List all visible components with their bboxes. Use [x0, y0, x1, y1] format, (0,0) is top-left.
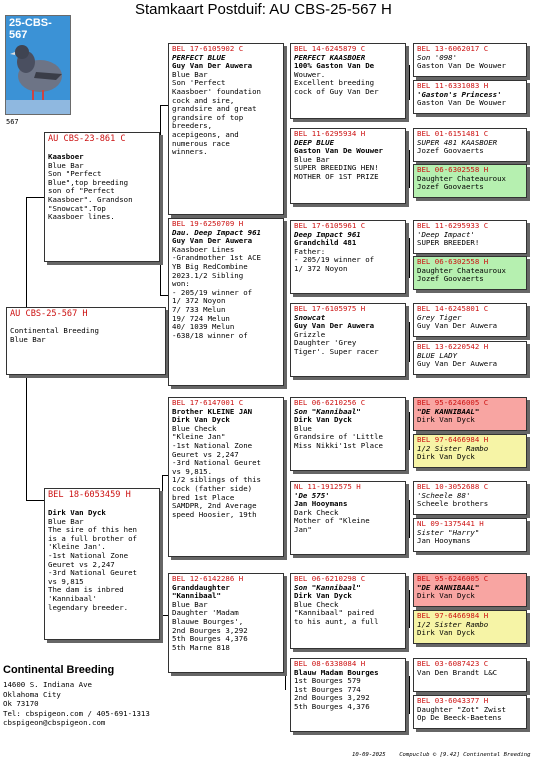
ggp-ring: NL 11-1912575 H: [294, 482, 361, 491]
grandparent-line: Son 'Perfect: [172, 78, 226, 88]
grandparent-line: Blue Bar: [172, 69, 208, 79]
connector-line: [26, 197, 44, 198]
grandparent-line: breeders,: [172, 121, 213, 131]
connector-line: [285, 250, 286, 330]
grandparent-ring: BEL 17-6147001 C: [172, 398, 244, 407]
great-grandparent-card[interactable]: [290, 397, 406, 471]
sire-line: Son "Perfect: [48, 169, 102, 179]
grandparent-line: Kaasboer' foundation: [172, 86, 261, 96]
ggp-line: Gaston Van De Wouwer: [294, 146, 383, 156]
grandparent-line: Granddaughter: [172, 582, 230, 592]
gg-grandparent-card[interactable]: [413, 256, 527, 290]
dam-line: -3rd National Geuret: [48, 568, 137, 578]
grandparent-line: "Kleine Jan": [172, 432, 226, 442]
grandparent-line: grandsire of top: [172, 112, 244, 122]
grandparent-line: 2023.1/2 Sibling: [172, 270, 244, 280]
connector-line: [26, 197, 27, 307]
grandparent-line: 1/ 372 Noyon: [172, 296, 226, 306]
grandparent-line: Geuret vs 2,247: [172, 449, 239, 459]
grandparent-card[interactable]: [168, 218, 284, 386]
grandparent-line: Guy Van Der Auwera: [172, 61, 253, 71]
ggp-ring: BEL 06-6210298 C: [294, 574, 366, 583]
great-grandparent-card[interactable]: [290, 658, 406, 732]
grandparent-line: Blue Bar: [172, 599, 208, 609]
gg-grandparent-card[interactable]: [413, 43, 527, 77]
grandparent-line: 7/ 733 Melun: [172, 304, 226, 314]
subject-line: Blue Bar: [10, 334, 46, 344]
dam-line: is a full brother of: [48, 533, 137, 543]
gggp-line: Op De Beeck-Baetens: [417, 713, 502, 723]
ggp-line: to his aunt, a full: [294, 616, 379, 626]
gggp-ring: BEL 06-6302558 H: [417, 257, 489, 266]
grandparent-line: winners.: [172, 147, 208, 157]
breeder-address-line: 14600 S. Indiana Ave: [3, 680, 92, 689]
gggp-line: Jozef Goovaerts: [417, 182, 484, 192]
grandparent-line: Kaasboer Lines: [172, 244, 235, 254]
ggp-line: Blauw Madam Bourges: [294, 667, 379, 677]
ggp-line: 1st Bourges 579: [294, 676, 361, 686]
ggp-line: cock of Guy Van Der: [294, 86, 379, 96]
grandparent-line: bred 1st Place: [172, 492, 235, 502]
ggp-line: Miss Nikki'1st Place: [294, 440, 383, 450]
ggp-line: Grizzle: [294, 329, 326, 339]
ggp-line: Blue Bar: [294, 154, 330, 164]
gg-grandparent-card[interactable]: [413, 658, 527, 692]
ggp-line: Father:: [294, 246, 326, 256]
subject-card[interactable]: [6, 307, 166, 375]
pigeon-photo: [5, 15, 71, 115]
gggp-line: Daughter Chateauroux: [417, 173, 506, 183]
sire-line: Kaasboer: [48, 152, 84, 161]
sire-ring: AU CBS-23-861 C: [48, 134, 126, 144]
grandparent-card[interactable]: [168, 43, 284, 215]
page-title: Stamkaart Postduif: AU CBS-25-567 H: [135, 1, 392, 18]
gggp-line: Sister "Harry": [417, 527, 480, 537]
ggp-line: Son "Kannibaal": [294, 406, 361, 416]
gggp-ring: BEL 97-6466984 H: [417, 611, 489, 620]
gggp-line: Jan Hooymans: [417, 536, 471, 546]
ggp-line: MOTHER OF 1ST PRIZE: [294, 171, 379, 181]
ggp-line: SUPER BREEDING HEN!: [294, 163, 379, 173]
ggp-ring: BEL 14-6245879 C: [294, 44, 366, 53]
gggp-line: Daughter Chateauroux: [417, 265, 506, 275]
dam-line: Blue Bar: [48, 516, 84, 526]
dam-line: The dam is inbred: [48, 585, 124, 595]
grandparent-card[interactable]: [168, 397, 284, 557]
gggp-ring: BEL 13-6062017 C: [417, 44, 489, 53]
ggp-line: PERFECT KAASBOER: [294, 52, 366, 62]
gggp-line: Dirk Van Dyck: [417, 591, 475, 601]
breeder-address-line: Ok 73170: [3, 699, 39, 709]
ggp-line: Grandsire of 'Little: [294, 432, 383, 442]
gggp-line: 'Gaston's Princess': [417, 89, 502, 99]
gggp-ring: BEL 03-6087423 C: [417, 659, 489, 668]
grandparent-line: Dau. Deep Impact 961: [172, 227, 261, 237]
ggp-line: Guy Van Der Auwera: [294, 321, 375, 331]
grandparent-line: 5th Marne 818: [172, 642, 230, 652]
ggp-line: Son "Kannibaal": [294, 582, 361, 592]
gggp-line: 1/2 Sister Rambo: [417, 619, 489, 629]
grandparent-line: -1st National Zone: [172, 440, 253, 450]
gg-grandparent-card[interactable]: [413, 397, 527, 431]
great-grandparent-card[interactable]: [290, 303, 406, 377]
gggp-line: Jozef Goovaerts: [417, 146, 484, 156]
grandparent-line: 5th Bourges 4,376: [172, 634, 248, 644]
gggp-ring: BEL 11-6331083 H: [417, 81, 489, 90]
ggp-line: Jan Hooymans: [294, 499, 348, 509]
grandparent-line: Daughter 'Madam: [172, 608, 239, 618]
gg-grandparent-card[interactable]: [413, 128, 527, 162]
ggp-line: Dark Check: [294, 507, 339, 517]
gggp-line: "DE KANNIBAAL": [417, 582, 480, 592]
gggp-line: SUPER BREEDER!: [417, 238, 480, 248]
ggp-line: Jan": [294, 524, 312, 534]
photo-label: 25-CBS-567: [9, 17, 52, 41]
dam-line: 'Kleine Jan'.: [48, 542, 106, 552]
gg-grandparent-card[interactable]: [413, 164, 527, 198]
grandparent-line: vs 9,815.: [172, 466, 213, 476]
gggp-line: Guy Van Der Auwera: [417, 321, 498, 331]
ggp-line: 1/ 372 Noyon: [294, 263, 348, 273]
connector-line: [285, 425, 286, 520]
connector-line: [160, 295, 168, 296]
ggp-line: 100% Gaston Van De: [294, 61, 375, 71]
grandparent-line: Guy Van Der Auwera: [172, 236, 253, 246]
grandparent-line: Dirk Van Dyck: [172, 415, 230, 425]
ggp-line: Grandchild 481: [294, 238, 357, 248]
gg-grandparent-card[interactable]: [413, 481, 527, 515]
ggp-line: Blue: [294, 423, 312, 433]
grandparent-ring: BEL 17-6105902 C: [172, 44, 244, 53]
connector-line: [409, 590, 410, 628]
sire-line: Kaasboer". Grandson: [48, 194, 133, 204]
gggp-line: Daughter "Zot" Zwist: [417, 704, 506, 714]
breeder-name: Continental Breeding: [3, 664, 115, 676]
sire-line: Blue Bar: [48, 160, 84, 170]
dam-line: -1st National Zone: [48, 550, 129, 560]
grandparent-line: 2nd Bourges 3,292: [172, 625, 248, 635]
gggp-ring: BEL 95-6246005 C: [417, 574, 489, 583]
dam-line: legendary breeder.: [48, 602, 129, 612]
connector-line: [409, 412, 410, 450]
dam-line: vs 9,815: [48, 576, 84, 586]
grandparent-ring: BEL 12-6142286 H: [172, 574, 244, 583]
sire-card[interactable]: [44, 132, 160, 262]
gggp-ring: BEL 03-6043377 H: [417, 696, 489, 705]
gggp-line: "DE KANNIBAAL": [417, 406, 480, 416]
ggp-ring: BEL 08-6338084 H: [294, 659, 366, 668]
photo-caption: 567: [6, 118, 19, 126]
ggp-line: "Kannibaal" paired: [294, 608, 375, 618]
dam-line: Geuret vs 2,247: [48, 559, 115, 569]
grandparent-line: "Kannibaal": [172, 591, 221, 601]
footer-software: Compuclub © [9.42] Continental Breeding: [399, 752, 531, 758]
ggp-line: 1st Bourges 774: [294, 684, 361, 694]
grandparent-line: 1/2 siblings of this: [172, 475, 261, 485]
ggp-line: Dirk Van Dyck: [294, 591, 352, 601]
grandparent-line: won:: [172, 279, 190, 289]
ggp-line: Blue Check: [294, 599, 339, 609]
gggp-line: SUPER 481 KAASBOER: [417, 137, 498, 147]
ggp-line: DEEP BLUE: [294, 137, 335, 147]
ggp-line: Mother of "Kleine: [294, 516, 370, 526]
gggp-ring: BEL 11-6295933 C: [417, 221, 489, 230]
gggp-ring: BEL 97-6466984 H: [417, 435, 489, 444]
dam-line: The sire of this hen: [48, 525, 137, 535]
grandparent-line: Blue Check: [172, 423, 217, 433]
ggp-line: Dirk Van Dyck: [294, 415, 352, 425]
great-grandparent-card[interactable]: [290, 573, 406, 649]
grandparent-card[interactable]: [168, 573, 284, 673]
connector-line: [26, 500, 44, 501]
gg-grandparent-card[interactable]: [413, 695, 527, 729]
subject-line: Continental Breeding: [10, 326, 99, 335]
ggp-line: Snowcat: [294, 312, 326, 322]
connector-line: [285, 80, 286, 170]
grandparent-line: YB Big RedCombine: [172, 261, 248, 271]
connector-line: [26, 375, 27, 500]
breeder-email[interactable]: cbspigeon@cbspigeon.com: [3, 718, 106, 728]
ggp-line: Daughter 'Grey: [294, 338, 357, 348]
footer: [352, 752, 531, 758]
gggp-line: Gaston Van De Wouwer: [417, 98, 506, 108]
gggp-ring: BEL 10-3052688 C: [417, 482, 489, 491]
ggp-ring: BEL 11-6295934 H: [294, 129, 366, 138]
grandparent-line: 40/ 1039 Melun: [172, 322, 235, 332]
gggp-line: Grey Tiger: [417, 312, 462, 322]
ggp-line: Excellent breeding: [294, 78, 375, 88]
gggp-ring: BEL 13-6220542 H: [417, 342, 489, 351]
ggp-line: Tiger'. Super racer: [294, 346, 379, 356]
grandparent-line: Blauwe Bourges',: [172, 616, 244, 626]
grandparent-ring: BEL 19-6250709 H: [172, 219, 244, 228]
great-grandparent-card[interactable]: [290, 220, 406, 294]
gg-grandparent-card[interactable]: [413, 80, 527, 114]
connector-line: [409, 500, 410, 538]
grandparent-line: 19/ 724 Melun: [172, 313, 230, 323]
connector-line: [409, 150, 410, 188]
grandparent-line: -638/18 winner of: [172, 330, 248, 340]
connector-line: [285, 600, 286, 690]
breeder-address-line: Oklahoma City: [3, 689, 61, 699]
gggp-line: BLUE LADY: [417, 350, 458, 360]
gg-grandparent-card[interactable]: [413, 518, 527, 552]
gggp-line: Jozef Goovaerts: [417, 274, 484, 284]
connector-line: [409, 322, 410, 362]
dam-ring: BEL 18-6053459 H: [48, 490, 131, 500]
gggp-line: Scheele brothers: [417, 499, 489, 509]
sire-line: "Snowcat".Top: [48, 203, 106, 213]
connector-line: [162, 475, 163, 615]
grandparent-line: -Grandmother 1st ACE: [172, 253, 261, 263]
connector-line: [409, 65, 410, 100]
grandparent-line: acepigeons, and: [172, 129, 239, 139]
ggp-ring: BEL 06-6210256 C: [294, 398, 366, 407]
grandparent-line: grandsire and great: [172, 104, 257, 114]
great-grandparent-card[interactable]: [290, 128, 406, 204]
gg-grandparent-card[interactable]: [413, 303, 527, 337]
grandparent-line: -3rd National Geuret: [172, 458, 261, 468]
gggp-ring: BEL 95-6246005 C: [417, 398, 489, 407]
dam-line: 'Kannibaal': [48, 593, 97, 603]
gg-grandparent-card[interactable]: [413, 434, 527, 468]
ggp-line: 2nd Bourges 3,292: [294, 693, 370, 703]
gggp-line: Van Den Brandt L&C: [417, 667, 498, 677]
sire-line: Blue",top breeding: [48, 177, 129, 187]
gggp-line: 1/2 Sister Rambo: [417, 443, 489, 453]
gg-grandparent-card[interactable]: [413, 610, 527, 644]
connector-line: [160, 105, 168, 106]
ggp-line: Wouwer.: [294, 69, 326, 79]
grandparent-line: SAMDPR, 2nd Average: [172, 501, 257, 511]
connector-line: [409, 238, 410, 278]
gggp-ring: BEL 01-6151481 C: [417, 129, 489, 138]
grandparent-line: Brother KLEINE JAN: [172, 406, 253, 416]
ggp-line: - 205/19 winner of: [294, 255, 375, 265]
sire-line: son of "Perfect: [48, 186, 115, 196]
great-grandparent-card[interactable]: [290, 43, 406, 119]
gggp-line: 'Scheele 88': [417, 490, 471, 500]
ggp-line: Deep Impact 961: [294, 229, 361, 239]
gggp-line: Guy Van Der Auwera: [417, 359, 498, 369]
gggp-line: Dirk Van Dyck: [417, 628, 475, 638]
gg-grandparent-card[interactable]: [413, 341, 527, 375]
dam-line: Dirk Van Dyck: [48, 508, 106, 517]
grandparent-line: PERFECT BLUE: [172, 52, 226, 62]
grandparent-line: numerous race: [172, 138, 230, 148]
sire-line: Kaasboer lines.: [48, 212, 115, 222]
gggp-line: Son '098': [417, 52, 458, 62]
ggp-line: 'De 575': [294, 490, 330, 500]
dam-card[interactable]: [44, 488, 160, 640]
ggp-ring: BEL 17-6105961 C: [294, 221, 366, 230]
grandparent-line: cock (father side): [172, 483, 253, 493]
gg-grandparent-card[interactable]: [413, 573, 527, 607]
connector-line: [409, 676, 410, 714]
connector-line: [160, 105, 161, 295]
gggp-line: Gaston Van De Wouwer: [417, 61, 506, 71]
gggp-line: Dirk Van Dyck: [417, 452, 475, 462]
gggp-ring: BEL 14-6245801 C: [417, 304, 489, 313]
grandparent-line: - 205/19 winner of: [172, 287, 253, 297]
subject-ring: AU CBS-25-567 H: [10, 309, 88, 319]
ggp-ring: BEL 17-6105975 H: [294, 304, 366, 313]
footer-date: 10-09-2025: [352, 752, 386, 758]
great-grandparent-card[interactable]: [290, 481, 406, 555]
gggp-ring: BEL 06-6302558 H: [417, 165, 489, 174]
grandparent-line: speed Hoosier, 19th: [172, 509, 257, 519]
gggp-ring: NL 09-1375441 H: [417, 519, 484, 528]
breeder-tel[interactable]: Tel: cbspigeon.com / 405-691-1313: [3, 708, 150, 718]
gggp-line: Dirk Van Dyck: [417, 415, 475, 425]
gg-grandparent-card[interactable]: [413, 220, 527, 254]
grandparent-line: cock and sire,: [172, 95, 235, 105]
breeder-info: [3, 664, 163, 728]
ggp-line: 5th Bourges 4,376: [294, 701, 370, 711]
gggp-line: 'Deep Impact': [417, 229, 475, 239]
